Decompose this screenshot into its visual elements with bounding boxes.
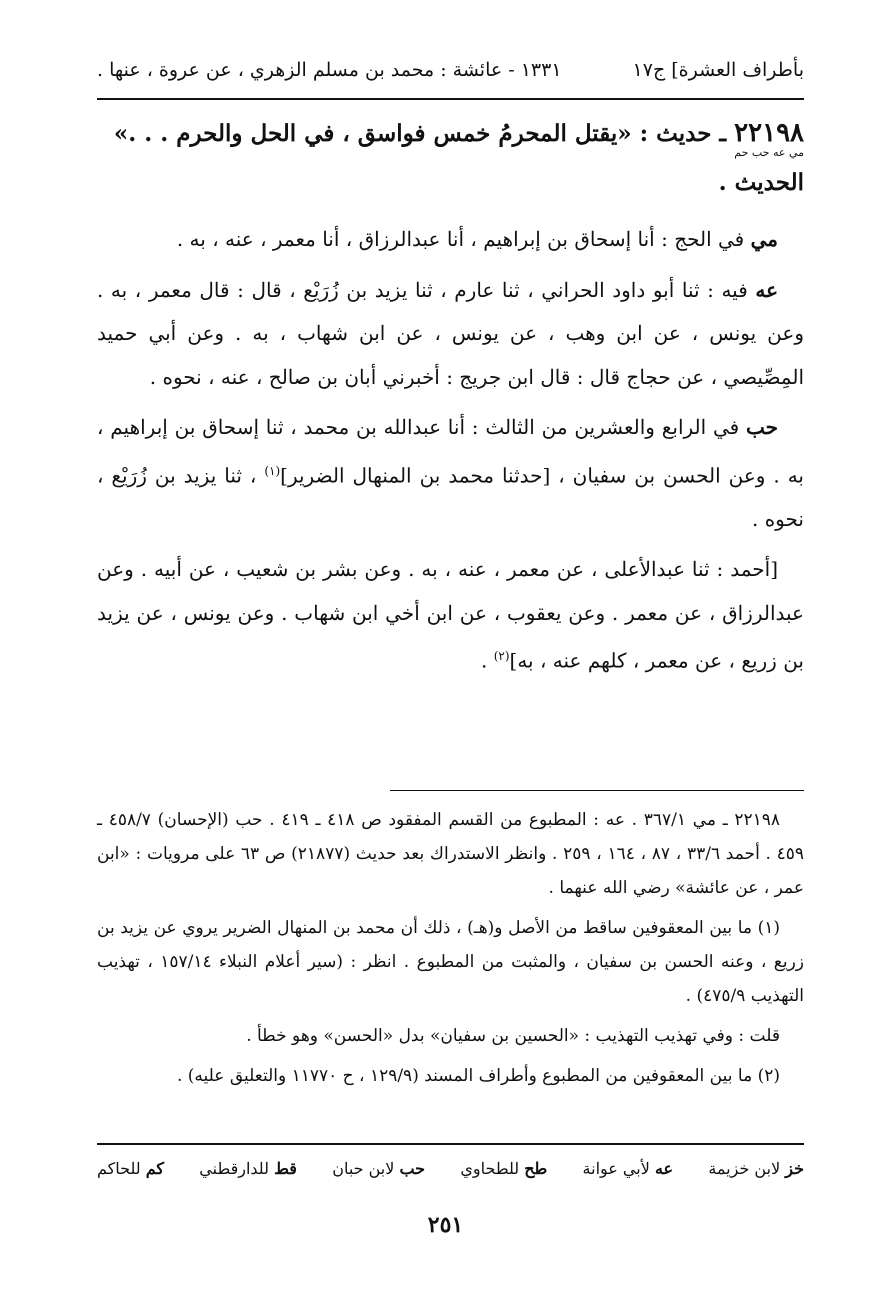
- hadith-heading: [97, 116, 804, 151]
- footnote: (٢) ما بين المعقوفين من المطبوع وأطراف المسند (١٢٩/٩ ، ح ١١٧٧٠ والتعليق عليه) .: [176, 1066, 780, 1086]
- hadith-title-tail: الحديث .: [718, 169, 804, 196]
- legend-item: [460, 1154, 547, 1184]
- page-number: ٢٥١: [427, 1212, 464, 1238]
- paragraph-text: ، ثنا يزيد بن زُرَيْع ، نحوه .: [97, 463, 804, 531]
- abbreviation-legend: [97, 1154, 804, 1184]
- header-chapter: ١٣٣١ - عائشة : محمد بن مسلم الزهري ، عن عروة ، عنها .: [97, 59, 562, 81]
- legend-item: [97, 1154, 164, 1184]
- footnote: قلت : وفي تهذيب التهذيب : «الحسين بن سفيان» بدل «الحسن» وهو خطأ .: [246, 1026, 780, 1046]
- legend-item: [583, 1154, 674, 1184]
- paragraph: [97, 269, 804, 400]
- paragraph: [97, 218, 804, 262]
- legend-label: للحاكم: [97, 1159, 141, 1178]
- hadith-sigla: مي عه حب حم: [734, 146, 804, 159]
- legend-code: طح: [524, 1159, 548, 1178]
- legend-code: حب: [399, 1159, 426, 1178]
- paragraph-text: في الحج : أنا إسحاق بن إبراهيم ، أنا عبدالرزاق ، أنا معمر ، عنه ، به .: [176, 227, 751, 251]
- legend-rule: [97, 1143, 804, 1145]
- paragraph-text: فيه : ثنا أبو داود الحراني ، ثنا عارم ، ثنا يزيد بن زُرَيْع ، قال : قال معمر ، به . وعن يونس ، عن ابن وهب ، عن يونس ، عن ابن شهاب ، به . وعن أبي حميد المِصِّيصي ، عن حجاج قال : قال ابن جريج : أخبرني أبان بن صالح ، عنه ، نحوه .: [97, 277, 804, 389]
- legend-code: خز: [785, 1159, 804, 1178]
- paragraph-text: في الرابع والعشرين من الثالث : أنا عبدالله بن محمد ، ثنا إسحاق بن إبراهيم ، به . وعن الحسن بن سفيان ، [حدثنا محمد بن المنهال الضرير]: [97, 415, 805, 488]
- source-code: مي: [750, 227, 778, 251]
- footnote-ref: (٢): [493, 649, 510, 664]
- paragraph: [97, 406, 804, 541]
- legend-item: [708, 1154, 804, 1184]
- header-rule: [97, 98, 804, 100]
- paragraph-text: [أحمد : ثنا عبدالأعلى ، عن معمر ، عنه ، به . وعن بشر بن شعيب ، عن أبيه . وعن عبدالرزاق ، عن معمر . وعن يعقوب ، عن ابن أخي ابن شهاب . وعن يونس ، عن يزيد بن زريع ، عن معمر ، كلهم عنه ، به]: [97, 557, 804, 673]
- legend-code: كم: [145, 1159, 164, 1178]
- legend-label: لابن خزيمة: [708, 1159, 781, 1178]
- footnote-rule: [390, 790, 804, 791]
- hadith-number: ٢٢١٩٨: [734, 118, 804, 148]
- legend-label: للدارقطني: [199, 1159, 269, 1178]
- footnote-ref: (١): [264, 463, 281, 478]
- legend-item: [199, 1154, 297, 1184]
- footnotes: [97, 803, 804, 1099]
- main-text: [97, 218, 804, 690]
- legend-item: [332, 1154, 425, 1184]
- source-code: عه: [755, 277, 778, 302]
- source-code: حب: [745, 415, 778, 439]
- legend-label: لأبي عوانة: [582, 1159, 650, 1178]
- footnote: (١) ما بين المعقوفين ساقط من الأصل و(هـ) ، ذلك أن محمد بن المنهال الضرير يروي عن يزيد بن زريع ، وعنه الحسن بن سفيان ، والمثبت من المطبوع . انظر : (سير أعلام النبلاء ١٥٧/١٤ ، تهذيب التهذيب ٤٧٥/٩) .: [97, 918, 804, 1006]
- hadith-title: ـ حديث : «يقتل المحرمُ خمس فواسق ، في الحل والحرم . . .»: [113, 120, 735, 147]
- legend-code: عه: [654, 1159, 674, 1178]
- footnote: ٢٢١٩٨ ـ مي ٣٦٧/١ . عه : المطبوع من القسم المفقود ص ٤١٨ ـ ٤١٩ . حب (الإحسان) ٤٥٨/٧ ـ ٤٥٩ . أحمد ٣٣/٦ ، ٨٧ ، ١٦٤ ، ٢٥٩ . وانظر الاستدراك بعد حديث (٢١٨٧٧) ص ٦٣ على مرويات : «ابن عمر ، عن عائشة» رضي الله عنهما .: [97, 810, 805, 898]
- legend-label: لابن حبان: [332, 1159, 395, 1178]
- header-book-title: بأطراف العشرة] ج١٧: [632, 59, 804, 81]
- paragraph-text: .: [480, 648, 494, 673]
- running-header: [97, 52, 804, 88]
- legend-code: قط: [274, 1159, 297, 1178]
- legend-label: للطحاوي: [460, 1159, 520, 1178]
- paragraph: [97, 548, 804, 683]
